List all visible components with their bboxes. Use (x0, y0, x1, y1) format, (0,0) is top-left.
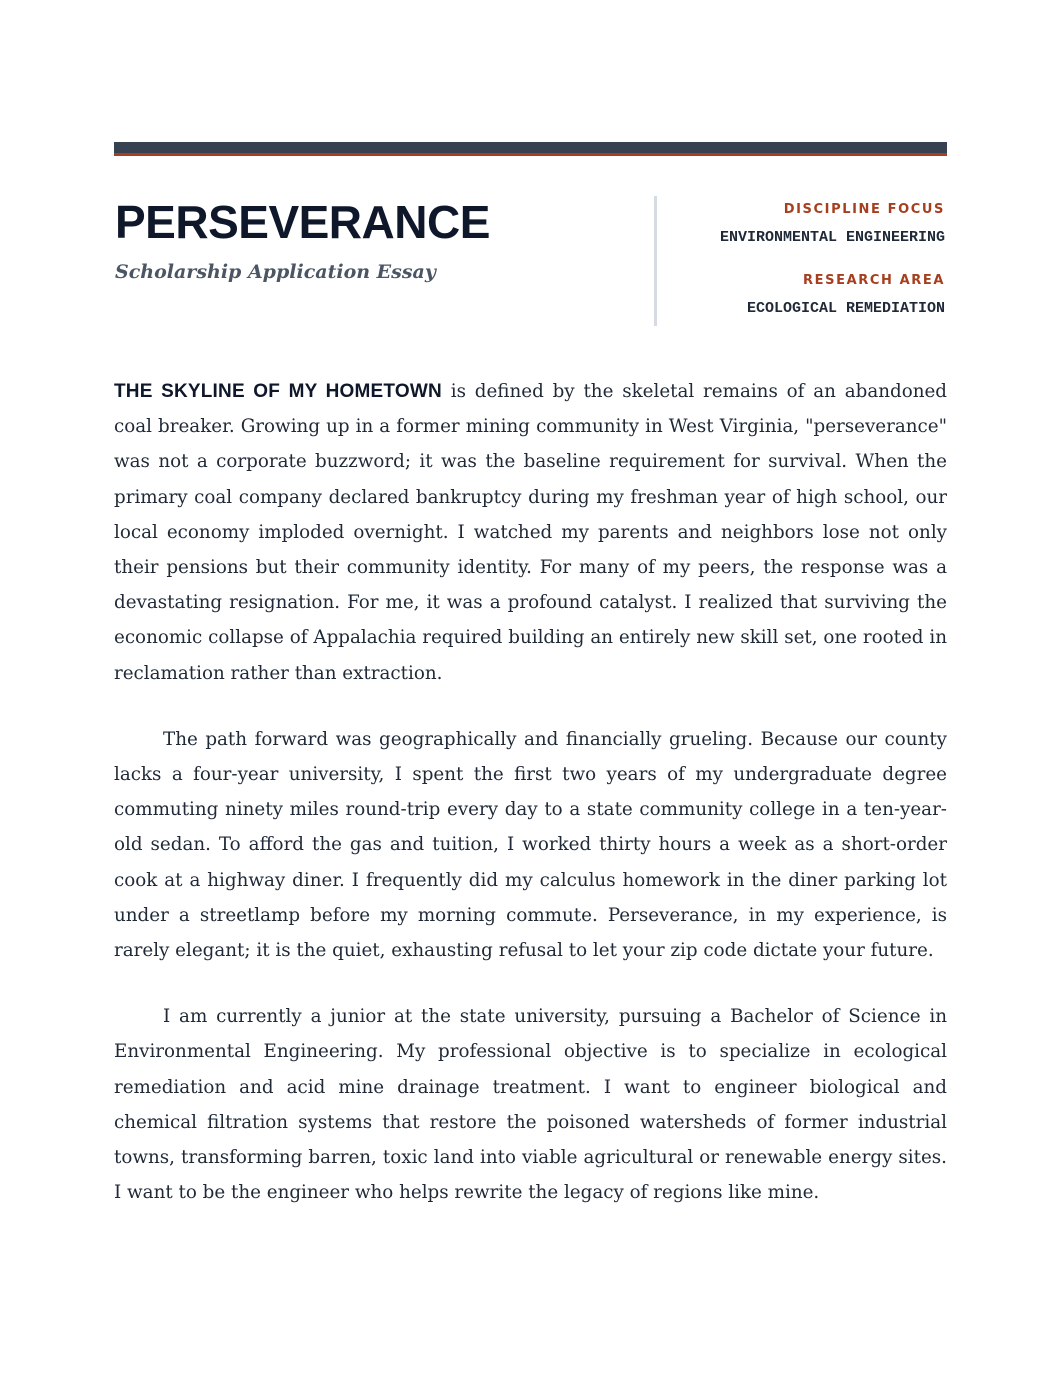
meta-panel (675, 200, 945, 319)
discipline-block (675, 200, 945, 248)
header-rule-accent (114, 153, 947, 156)
document-title: PERSEVERANCE (115, 196, 490, 248)
lead-in: THE SKYLINE OF MY HOMETOWN (114, 381, 442, 402)
essay-body (114, 374, 947, 1241)
essay-paragraph-2: The path forward was geographically and financially grueling. Because our county lacks a four-year university, I spent the first two years of my undergraduate degree commuting ninety miles round-trip every day to a state community college in a ten-year-old sedan. To afford the gas and tuition, I worked thirty hours a week as a short-order cook at a highway diner. I frequently did my calculus homework in the diner parking lot under a streetlamp before my morning commute. Perseverance, in my experience, is rarely elegant; it is the quiet, exhausting refusal to let your zip code dictate your future. (114, 728, 947, 962)
document-subtitle: Scholarship Application Essay (115, 261, 436, 283)
research-label: RESEARCH AREA (803, 273, 945, 288)
meta-divider (654, 196, 657, 326)
research-value: ECOLOGICAL REMEDIATION (746, 300, 945, 317)
research-block (675, 271, 945, 319)
essay-paragraph-1 (114, 374, 947, 691)
paragraph-1-text: is defined by the skeletal remains of an abandoned coal breaker. Growing up in a former mining community in West Virginia, "perseverance" was not a corporate buzzword; it was the baseline requirement for survival. When the primary coal company declared bankruptcy during my freshman year of high school, our local economy imploded overnight. I watched my parents and neighbors lose not only their pensions but their community identity. For many of my peers, the response was a devastating resignation. For me, it was a profound catalyst. I realized that surviving the economic collapse of Appalachia required building an entirely new skill set, one rooted in reclamation rather than extraction. (114, 381, 948, 684)
discipline-label: DISCIPLINE FOCUS (783, 202, 945, 217)
essay-paragraph-3: I am currently a junior at the state university, pursuing a Bachelor of Science in Environmental Engineering. My professional objective is to specialize in ecological remediation and acid mine drainage treatment. I want to engineer biological and chemical filtration systems that restore the poisoned watersheds of former industrial towns, transforming barren, toxic land into viable agricultural or renewable energy sites. I want to be the engineer who helps rewrite the legacy of regions like mine. (114, 1006, 947, 1204)
header-rule (114, 142, 947, 153)
discipline-value: ENVIRONMENTAL ENGINEERING (719, 229, 945, 246)
